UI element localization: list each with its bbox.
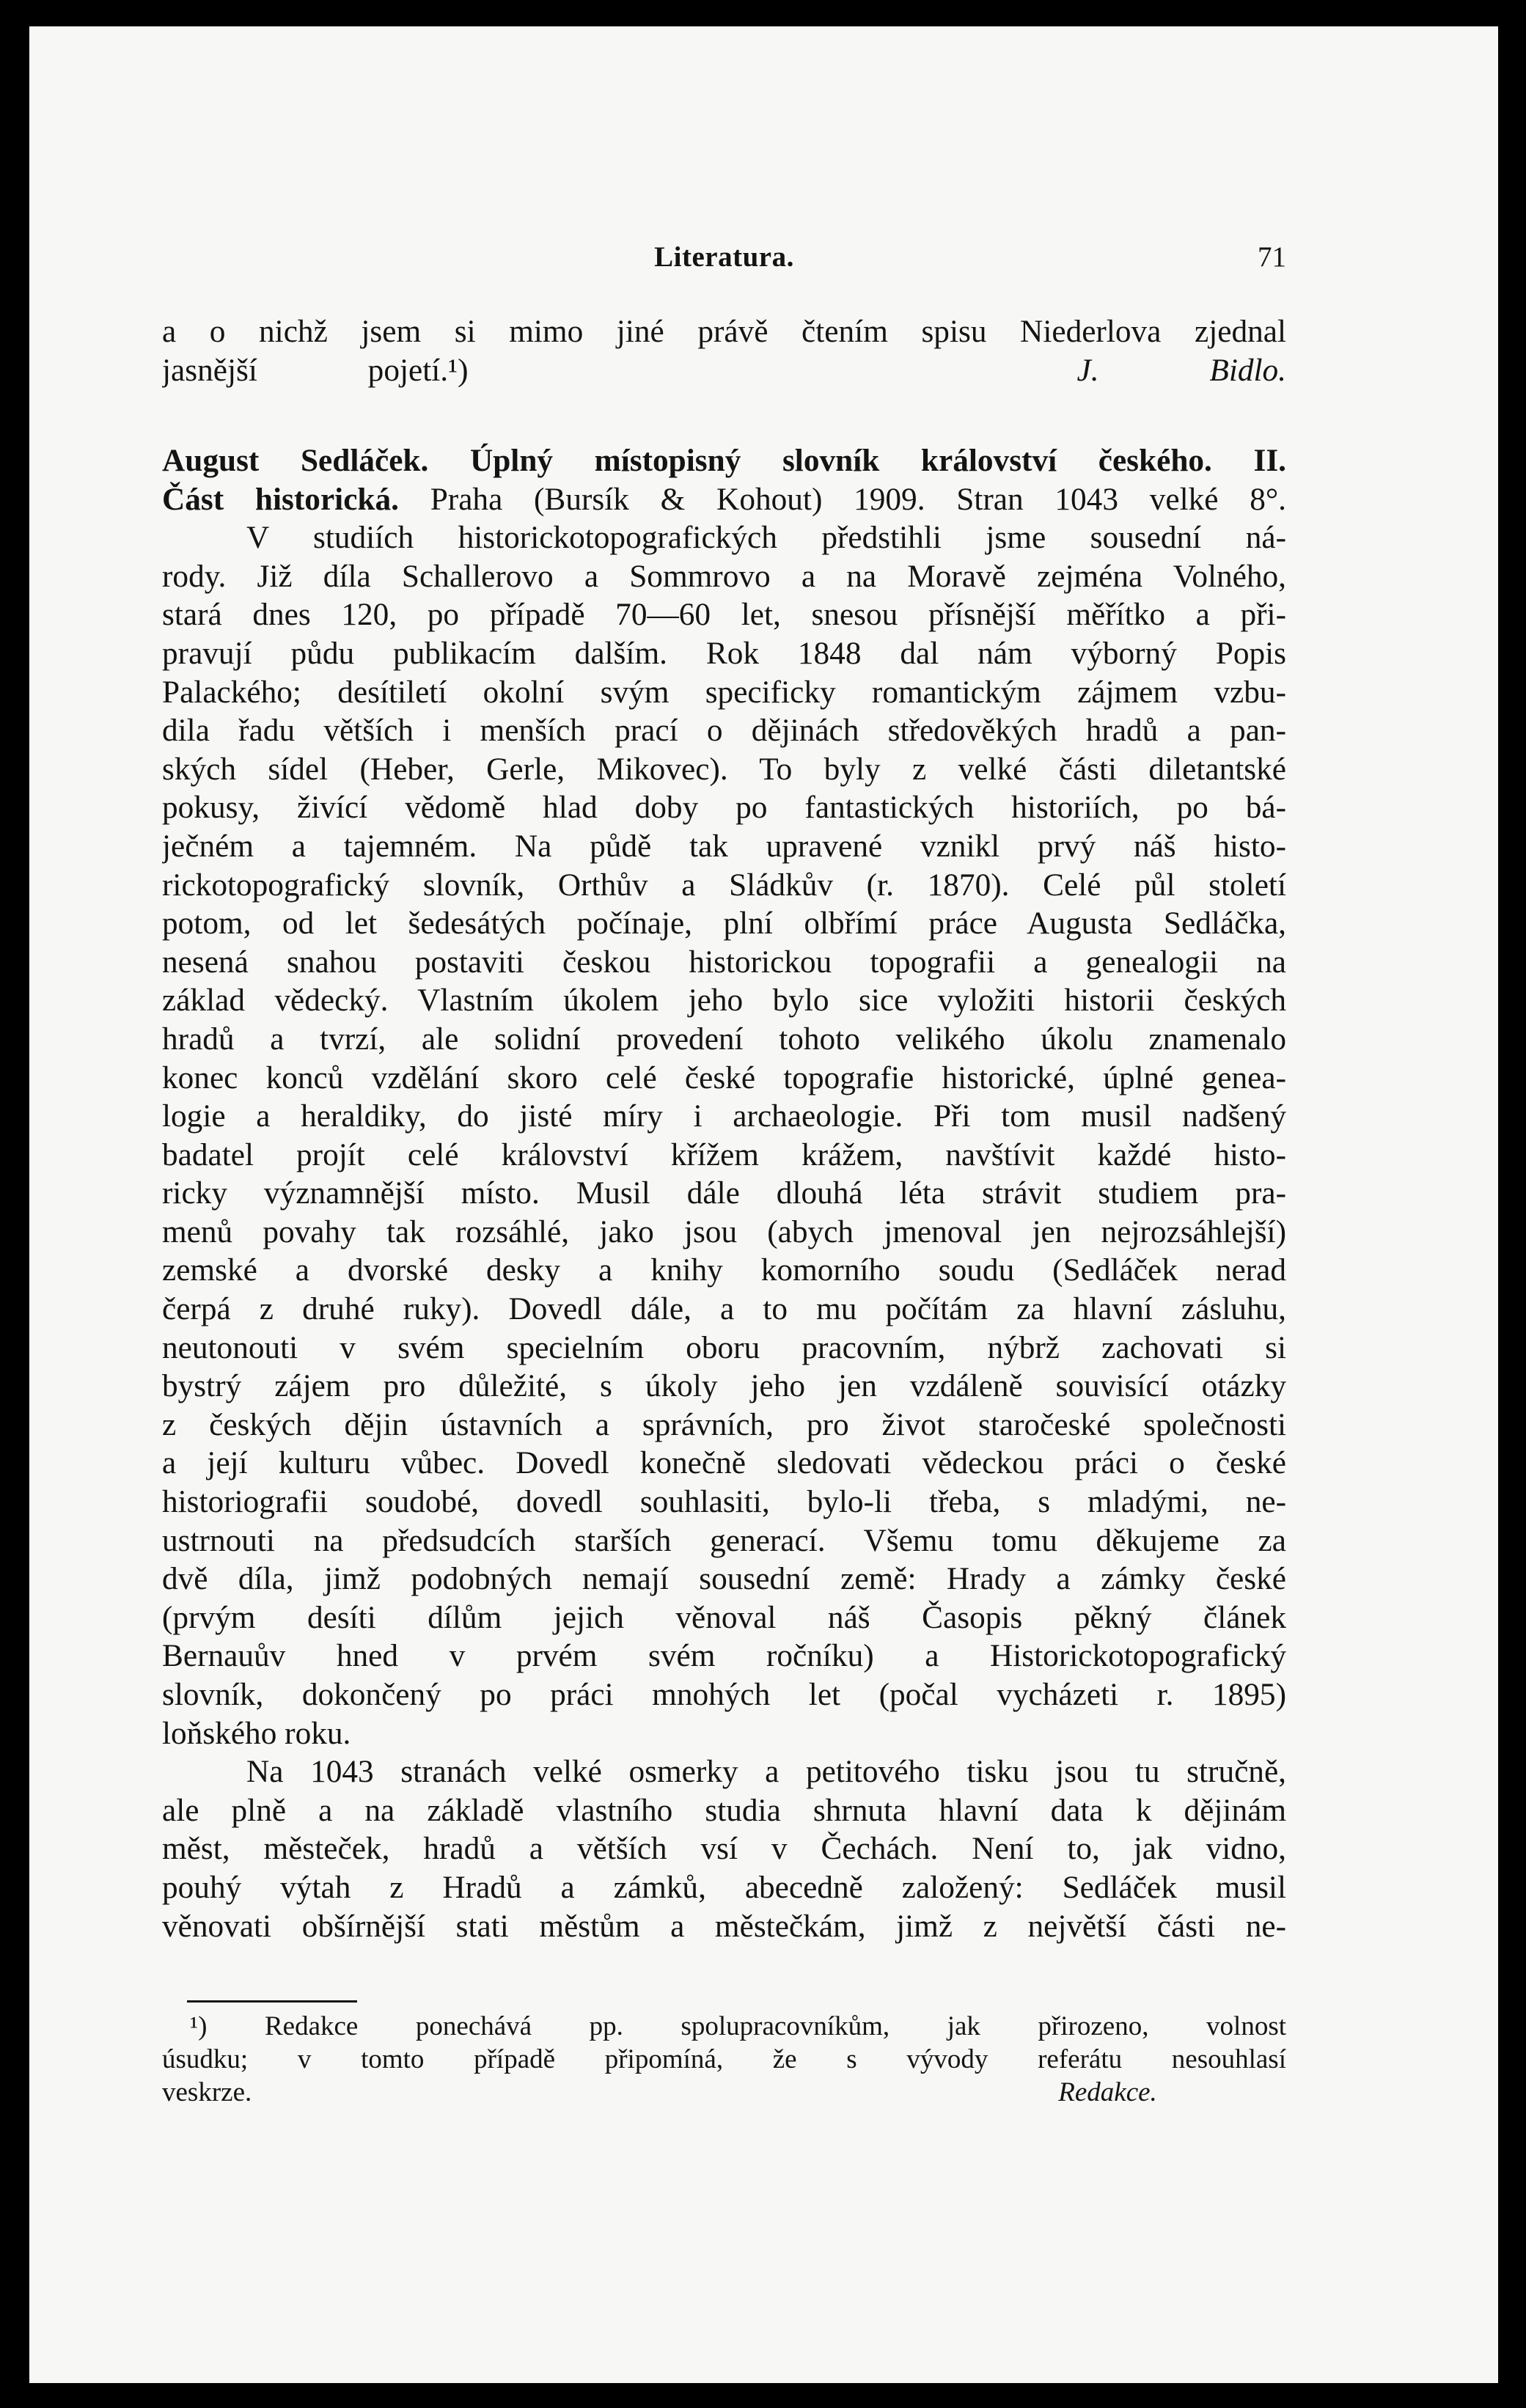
previous-review-ending — [162, 312, 1286, 389]
text-line: ale plně a na základě vlastního studia shrnuta hlavní data k dějinám — [162, 1792, 1286, 1828]
text-line: a o nichž jsem si mimo jiné právě čtením spisu Niederlova zjednal — [162, 314, 1286, 349]
text-line: hradů a tvrzí, ale solidní provedení tohoto velikého úkolu znamenalo — [162, 1021, 1286, 1057]
text-line: pouhý výtah z Hradů a zámků, abecedně založený: Sedláček musil — [162, 1869, 1286, 1905]
text-line: loňského roku. — [162, 1715, 351, 1751]
review-publication: Praha (Bursík & Kohout) 1909. Stran 1043 velké 8°. — [430, 481, 1286, 517]
text-line: měst, městeček, hradů a větších vsí v Čechách. Není to, jak vidno, — [162, 1831, 1286, 1867]
text-line: Palackého; desítiletí okolní svým specificky romantickým zájmem vzbu- — [162, 674, 1286, 710]
text-line: zemské a dvorské desky a knihy komorního soudu (Sedláček nerad — [162, 1252, 1286, 1288]
text-line-with-signature — [162, 351, 1286, 390]
text-line: dvě díla, jimž podobných nemají sousední země: Hrady a zámky české — [162, 1561, 1286, 1597]
text-line: a její kulturu vůbec. Dovedl konečně sledovati vědeckou práci o české — [162, 1445, 1286, 1481]
review-heading-line — [162, 480, 1286, 519]
text-line: potom, od let šedesátých počínaje, plní olbřímí práce Augusta Sedláčka, — [162, 906, 1286, 941]
footnote-divider — [187, 2000, 357, 2003]
text-line: z českých dějin ústavních a správních, pro život staročeské společnosti — [162, 1406, 1286, 1442]
footnote — [162, 2010, 1286, 2109]
footnote-line: veskrze. — [162, 2077, 252, 2107]
text-line: ječném a tajemném. Na půdě tak upravené vznikl prvý náš histo- — [162, 828, 1286, 864]
footnote-line: ¹) Redakce ponechává pp. spolupracovníkům, jak přirozeno, volnost — [190, 2011, 1286, 2041]
text-line: Na 1043 stranách velké osmerky a petitového tisku jsou tu stručně, — [246, 1754, 1286, 1790]
text-line: neutonouti v svém specielním oboru pracovním, nýbrž zachovati si — [162, 1329, 1286, 1365]
review-heading-line — [162, 441, 1286, 480]
text-line: jasnější pojetí.¹) — [162, 352, 469, 388]
running-title: Literatura. — [654, 241, 794, 273]
text-line: stará dnes 120, po případě 70—60 let, snesou přísnější měřítko a při- — [162, 597, 1286, 633]
text-line: věnovati obšírnější stati městům a městečkám, jimž z největší části ne- — [162, 1908, 1286, 1944]
footnote-line: úsudku; v tomto případě připomíná, že s vývody referátu nesouhlasí — [162, 2044, 1286, 2074]
text-line: (prvým desíti dílům jejich věnoval náš Časopis pěkný článek — [162, 1599, 1286, 1635]
footnote-signature: Redakce. — [1058, 2077, 1157, 2107]
review-book-title: Úplný místopisný slovník království českého. II. — [469, 443, 1286, 478]
page-header — [162, 241, 1286, 285]
text-line: konec konců vzdělání skoro celé české topografie historické, úplné genea- — [162, 1060, 1286, 1095]
text-line: základ vědecký. Vlastním úkolem jeho bylo sice vyložiti historii českých — [162, 983, 1286, 1018]
text-line: pokusy, živící vědomě hlad doby po fantastických historiích, po bá- — [162, 790, 1286, 826]
review-author: August Sedláček. — [162, 443, 429, 478]
text-line: logie a heraldiky, do jisté míry i archaeologie. Při tom musil nadšený — [162, 1098, 1286, 1134]
text-line: pravují půdu publikacím dalším. Rok 1848 dal nám výborný Popis — [162, 635, 1286, 671]
text-line: nesená snahou postaviti českou historickou topografii a genealogii na — [162, 944, 1286, 980]
text-line: rody. Již díla Schallerovo a Sommrovo a na Moravě zejména Volného, — [162, 558, 1286, 594]
text-line: rickotopografický slovník, Orthův a Sládkův (r. 1870). Celé půl století — [162, 867, 1286, 903]
text-line: badatel projít celé království křížem krážem, navštívit každé histo- — [162, 1137, 1286, 1172]
text-line: menů povahy tak rozsáhlé, jako jsou (abych jmenoval jen nejrozsáhlejší) — [162, 1214, 1286, 1249]
review-signature: J. Bidlo. — [1076, 352, 1286, 388]
text-line: V studiích historickotopografických předstihli jsme sousední ná- — [246, 520, 1286, 556]
document-page — [29, 26, 1498, 2383]
text-line: čerpá z druhé ruky). Dovedl dále, a to mu počítám za hlavní zásluhu, — [162, 1291, 1286, 1327]
review-paragraph-2 — [162, 1752, 1286, 1945]
text-line: dila řadu větších i menších prací o dějinách středověkých hradů a pan- — [162, 713, 1286, 749]
text-line: ricky významnější místo. Musil dále dlouhá léta strávit studiem pra- — [162, 1175, 1286, 1211]
page-number: 71 — [1258, 241, 1286, 273]
text-line: slovník, dokončený po práci mnohých let (počal vycházeti r. 1895) — [162, 1677, 1286, 1712]
text-line: ustrnouti na předsudcích starších generací. Všemu tomu děkujeme za — [162, 1522, 1286, 1558]
text-line: ských sídel (Heber, Gerle, Mikovec). To byly z velké části diletantské — [162, 751, 1286, 787]
text-line: historiografii soudobé, dovedl souhlasiti, bylo-li třeba, s mladými, ne- — [162, 1484, 1286, 1520]
review-article — [162, 441, 1286, 1945]
text-line: bystrý zájem pro důležité, s úkoly jeho jen vzdáleně souvisící otázky — [162, 1368, 1286, 1404]
footnote-last-line — [162, 2076, 1286, 2109]
review-book-subtitle: Část historická. — [162, 481, 399, 517]
review-paragraph-1 — [162, 518, 1286, 1752]
text-line: Bernauův hned v prvém svém ročníku) a Historickotopografický — [162, 1638, 1286, 1674]
